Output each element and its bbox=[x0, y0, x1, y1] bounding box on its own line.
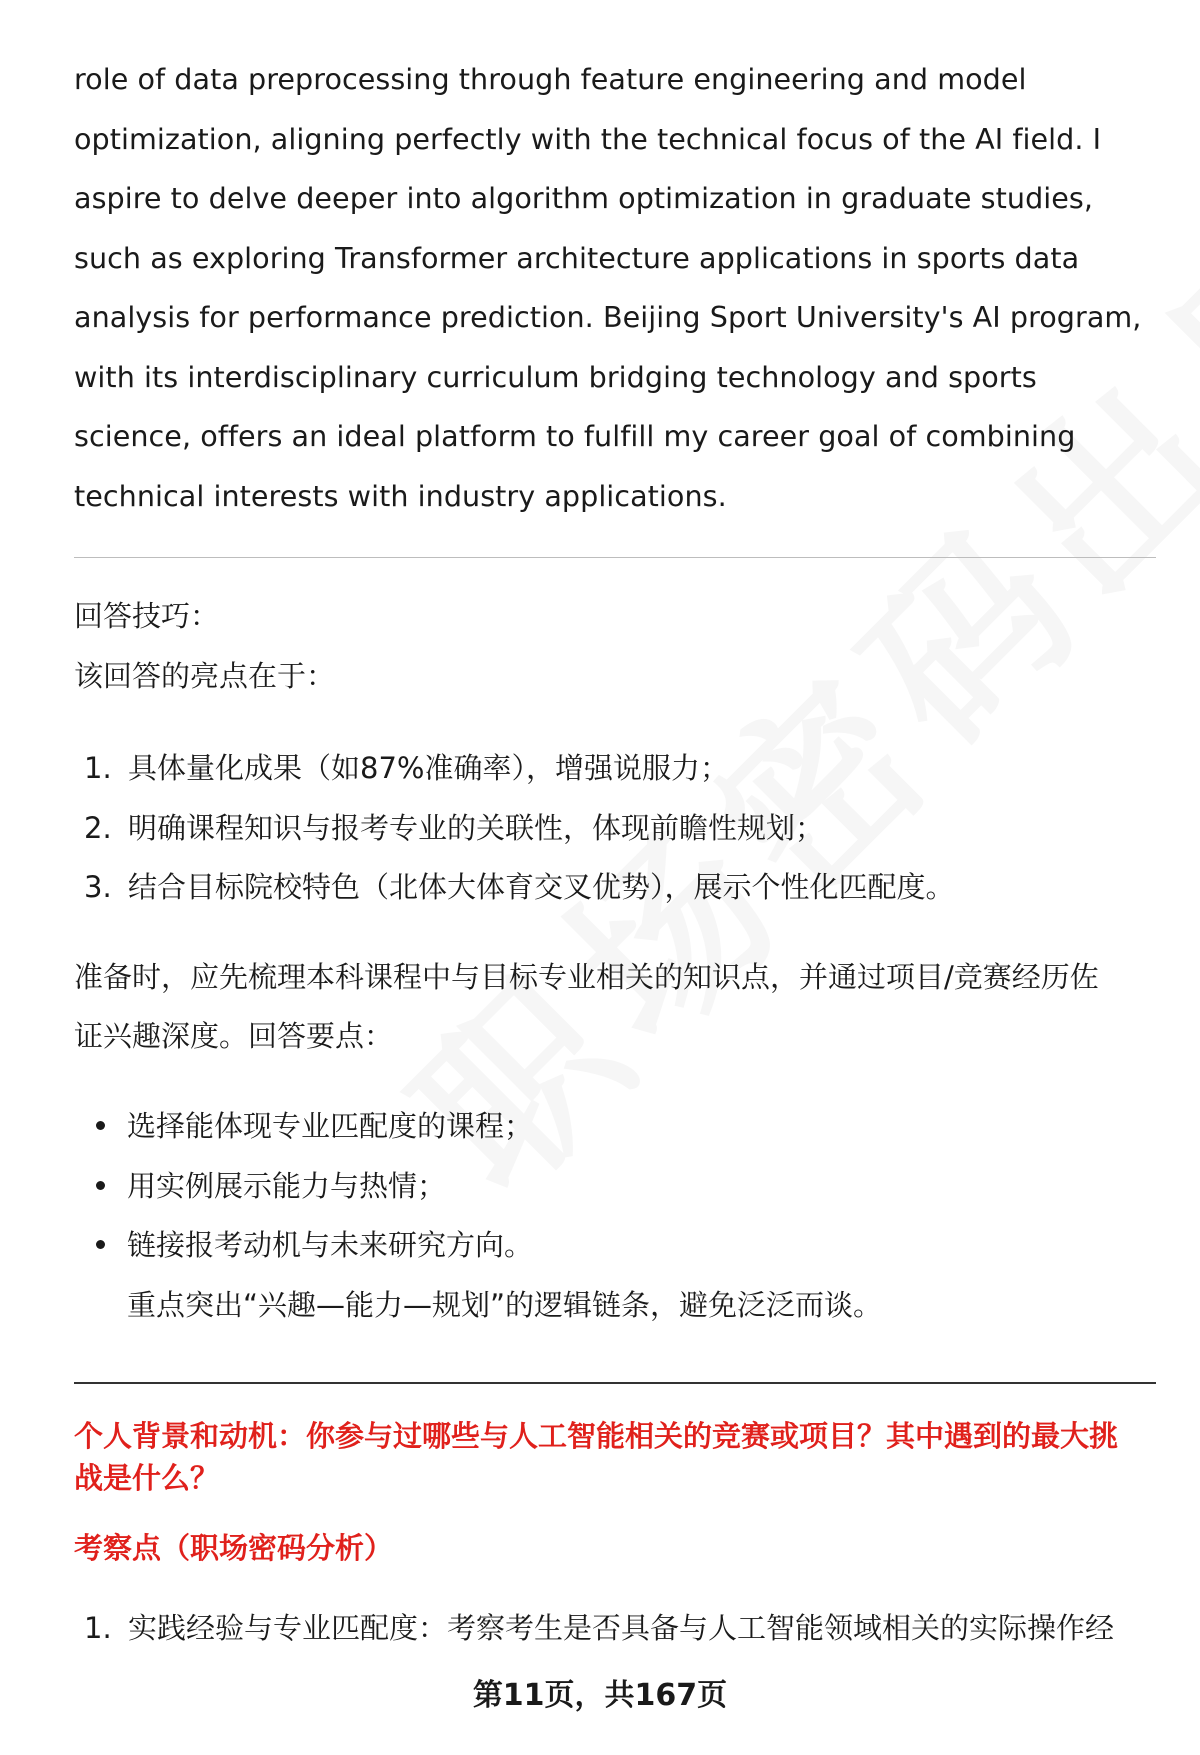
highlights-intro: 该回答的亮点在于： bbox=[74, 659, 336, 693]
list-text: 实践经验与专业匹配度：考察考生是否具备与人工智能领域相关的实际操作经 bbox=[128, 1611, 1115, 1645]
point-item bbox=[96, 1166, 446, 1206]
list-text: 选择能体现专业匹配度的课程； bbox=[127, 1109, 534, 1143]
answer-paragraph: role of data preprocessing through feature engineering and model optimization, aligning perfectly with the technical focus of the AI field. I aspire to delve deeper into algorithm optimization in graduate studies, such as exploring Transformer architecture applications in sports data analysis for performance prediction. Beijing Sport University's AI program, with its interdisciplinary curriculum bridging technology and sports science, offers an ideal platform to fulfill my career goal of combining technical interests with industry applications. bbox=[74, 62, 1142, 513]
list-text: 明确课程知识与报考专业的关联性，体现前瞻性规划； bbox=[128, 811, 825, 845]
highlight-item bbox=[84, 748, 729, 788]
bullet-icon bbox=[96, 1121, 105, 1130]
bullet-icon bbox=[96, 1181, 105, 1190]
page-number: 第11页，共167页 bbox=[472, 1678, 728, 1713]
list-text: 结合目标院校特色（北体大体育交叉优势），展示个性化匹配度。 bbox=[128, 870, 955, 904]
section-divider bbox=[74, 1382, 1156, 1384]
analysis-subheading: 考察点（职场密码分析） bbox=[74, 1531, 394, 1565]
question-heading: 个人背景和动机：你参与过哪些与人工智能相关的竞赛或项目？其中遇到的最大挑 bbox=[74, 1419, 1119, 1453]
emphasis-line: 重点突出“兴趣—能力—规划”的逻辑链条，避免泛泛而谈。 bbox=[127, 1288, 883, 1322]
analysis-item bbox=[84, 1608, 1114, 1648]
list-text: 用实例展示能力与热情； bbox=[127, 1169, 447, 1203]
tips-heading: 回答技巧： bbox=[74, 599, 220, 633]
list-number: 1. bbox=[84, 1611, 112, 1645]
list-text: 具体量化成果（如87%准确率），增强说服力； bbox=[128, 751, 729, 785]
list-number: 2. bbox=[84, 811, 112, 845]
prep-line: 证兴趣深度。回答要点： bbox=[74, 1019, 394, 1053]
point-item bbox=[96, 1225, 533, 1265]
list-number: 3. bbox=[84, 870, 112, 904]
highlight-item bbox=[84, 808, 824, 848]
section-divider bbox=[74, 557, 1156, 558]
bullet-icon bbox=[96, 1240, 105, 1249]
list-number: 1. bbox=[84, 751, 112, 785]
list-text: 链接报考动机与未来研究方向。 bbox=[127, 1228, 534, 1262]
question-heading: 战是什么？ bbox=[74, 1461, 220, 1495]
point-item bbox=[96, 1106, 533, 1146]
prep-line: 准备时，应先梳理本科课程中与目标专业相关的知识点，并通过项目/竞赛经历佐 bbox=[74, 960, 1099, 994]
highlight-item bbox=[84, 867, 955, 907]
